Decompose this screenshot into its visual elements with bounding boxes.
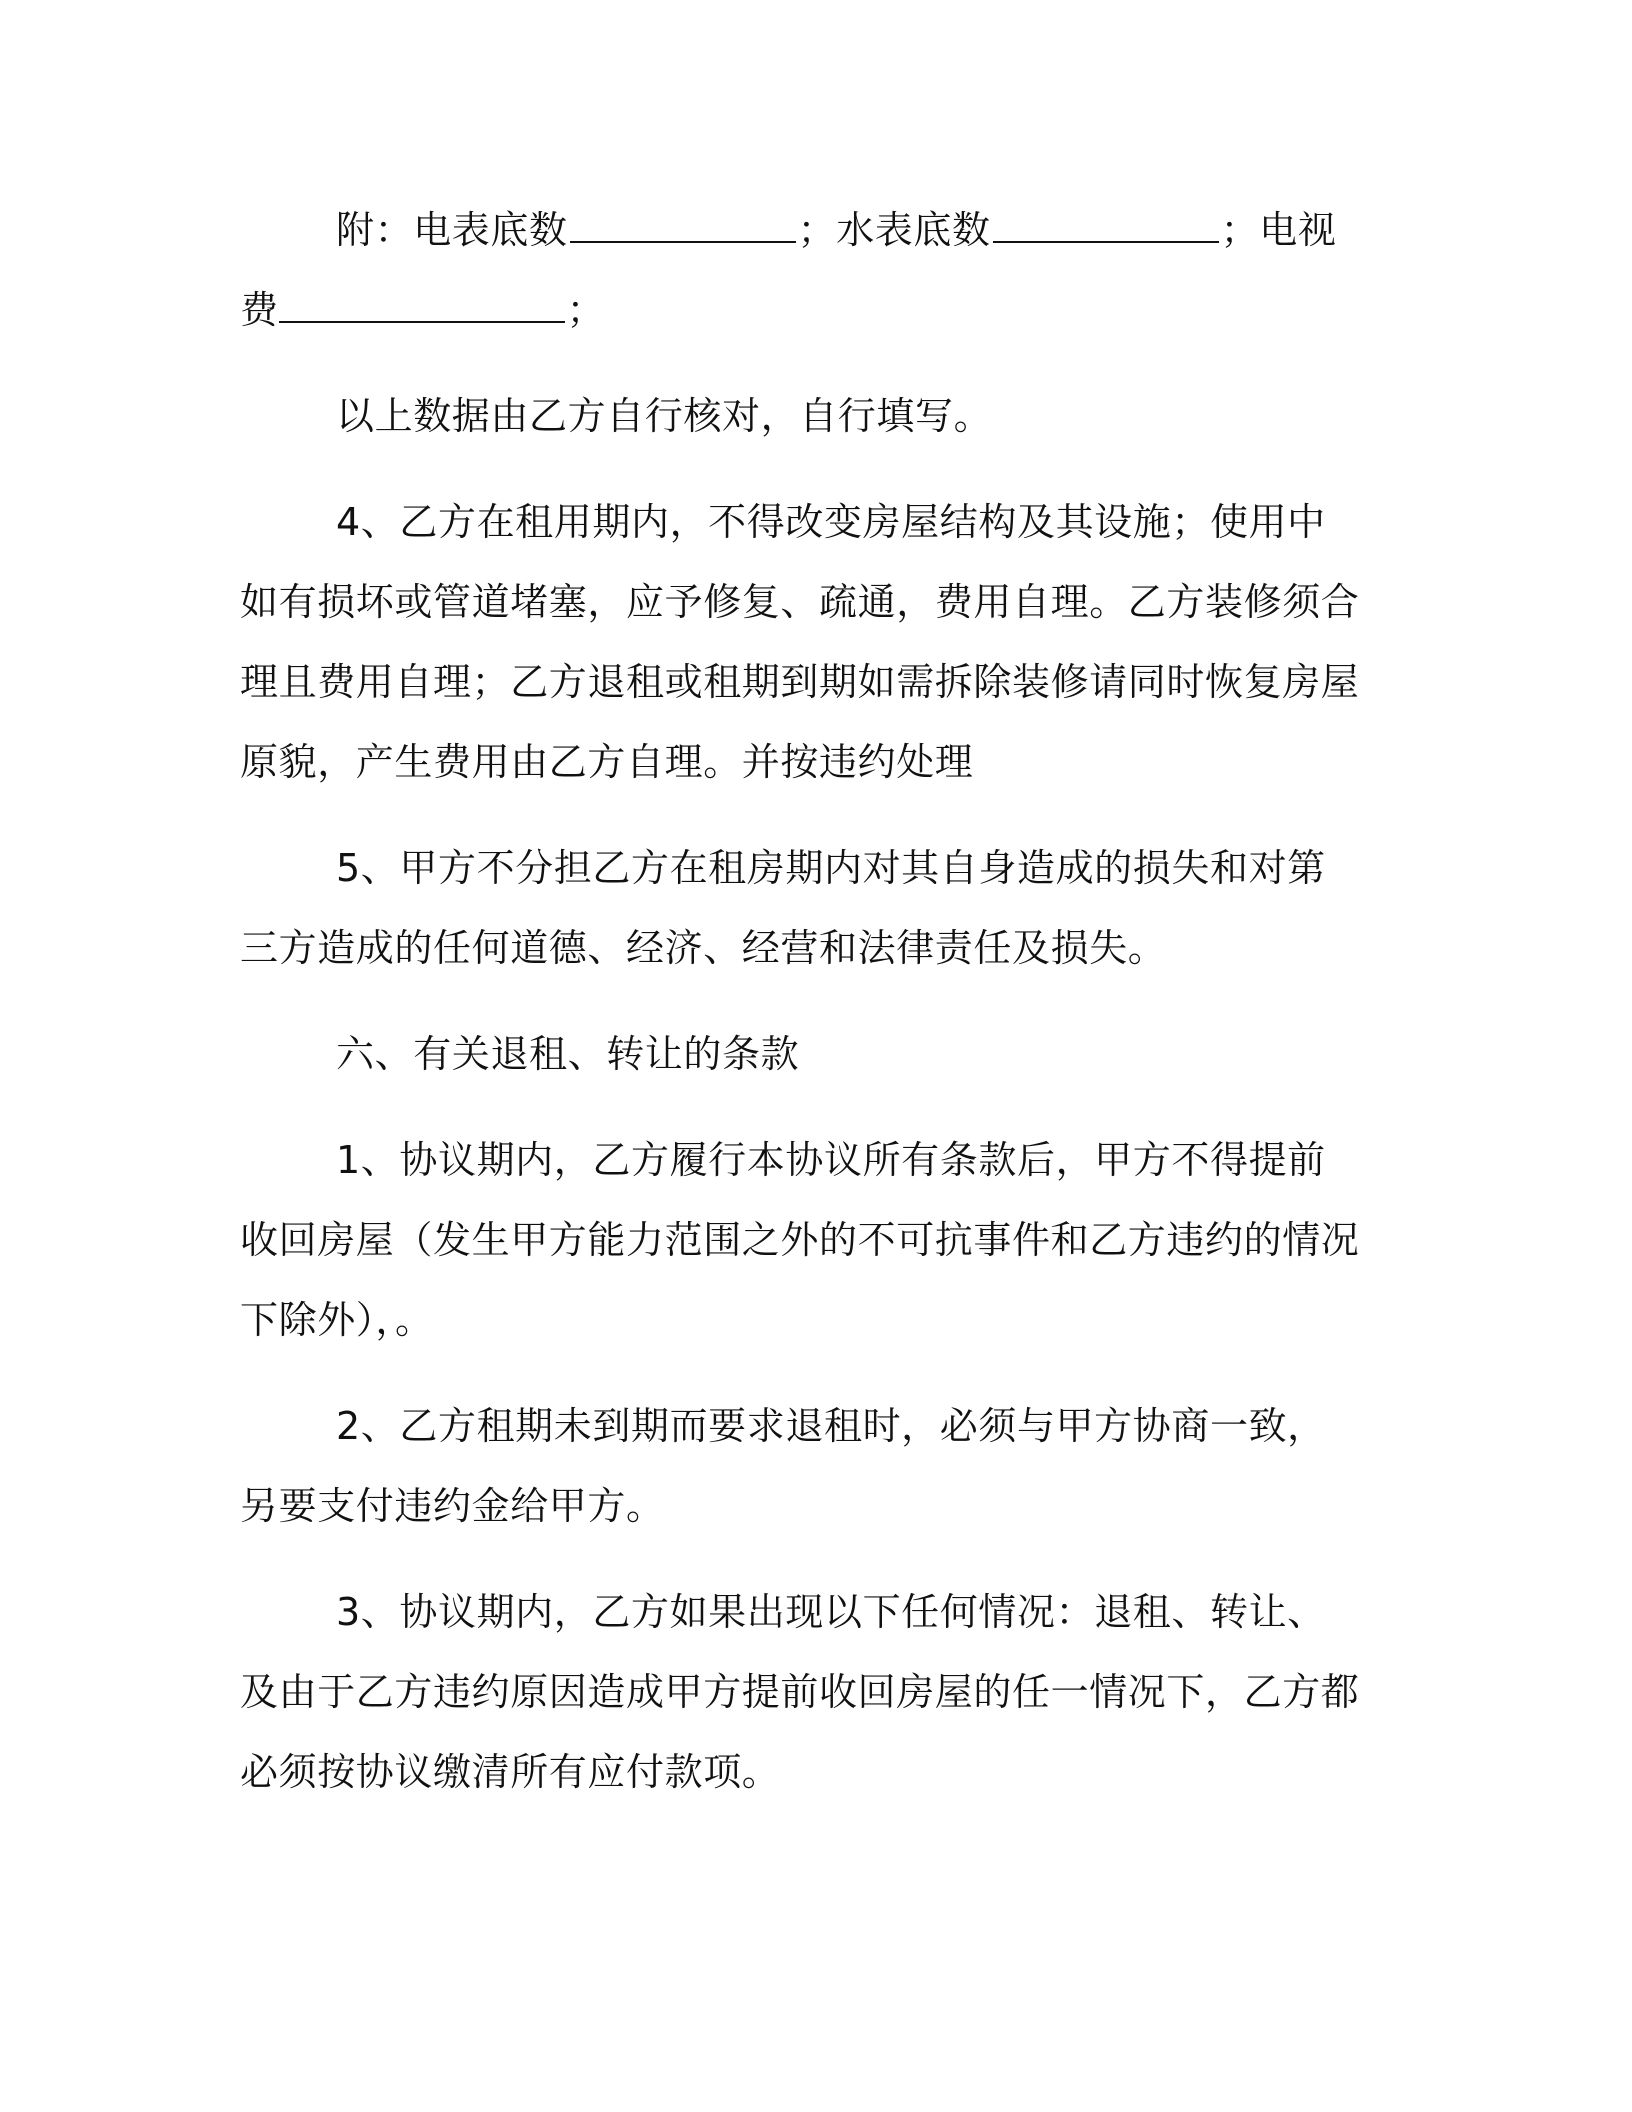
attachment-readings: [240, 190, 1360, 350]
paragraph-self-check: 以上数据由乙方自行核对，自行填写。: [336, 394, 993, 438]
clause-2: 2、乙方租期未到期而要求退租时，必须与甲方协商一致，另要支付违约金给甲方。: [240, 1404, 1326, 1528]
electric-meter-blank: [570, 193, 796, 243]
attachment-sep-water: ；水表底数: [797, 208, 991, 252]
tv-fee-blank: [279, 273, 565, 323]
clause-3: 3、协议期内，乙方如果出现以下任何情况：退租、转让、及由于乙方违约原因造成甲方提前收回房屋的任一情况下，乙方都必须按协议缴清所有应付款项。: [240, 1590, 1360, 1794]
document-body: [240, 190, 1360, 1838]
paragraph-clause-4: 4、乙方在租用期内，不得改变房屋结构及其设施；使用中如有损坏或管道堵塞，应予修复、疏通，费用自理。乙方装修须合理且费用自理；乙方退租或租期到期如需拆除装修请同时恢复房屋原貌，产生费用由乙方自理。并按违约处理: [240, 500, 1360, 784]
paragraph-clause-5: 5、甲方不分担乙方在租房期内对其自身造成的损失和对第三方造成的任何道德、经济、经营和法律责任及损失。: [240, 846, 1326, 970]
attachment-prefix: 附：电表底数: [336, 208, 568, 252]
section-heading: 六、有关退租、转让的条款: [336, 1032, 800, 1076]
attachment-sep-tv: ；电视费: [240, 208, 1337, 332]
water-meter-blank: [993, 193, 1219, 243]
clause-1: 1、协议期内，乙方履行本协议所有条款后，甲方不得提前收回房屋（发生甲方能力范围之外的不可抗事件和乙方违约的情况下除外），。: [240, 1138, 1360, 1342]
attachment-end: ；: [566, 288, 606, 332]
